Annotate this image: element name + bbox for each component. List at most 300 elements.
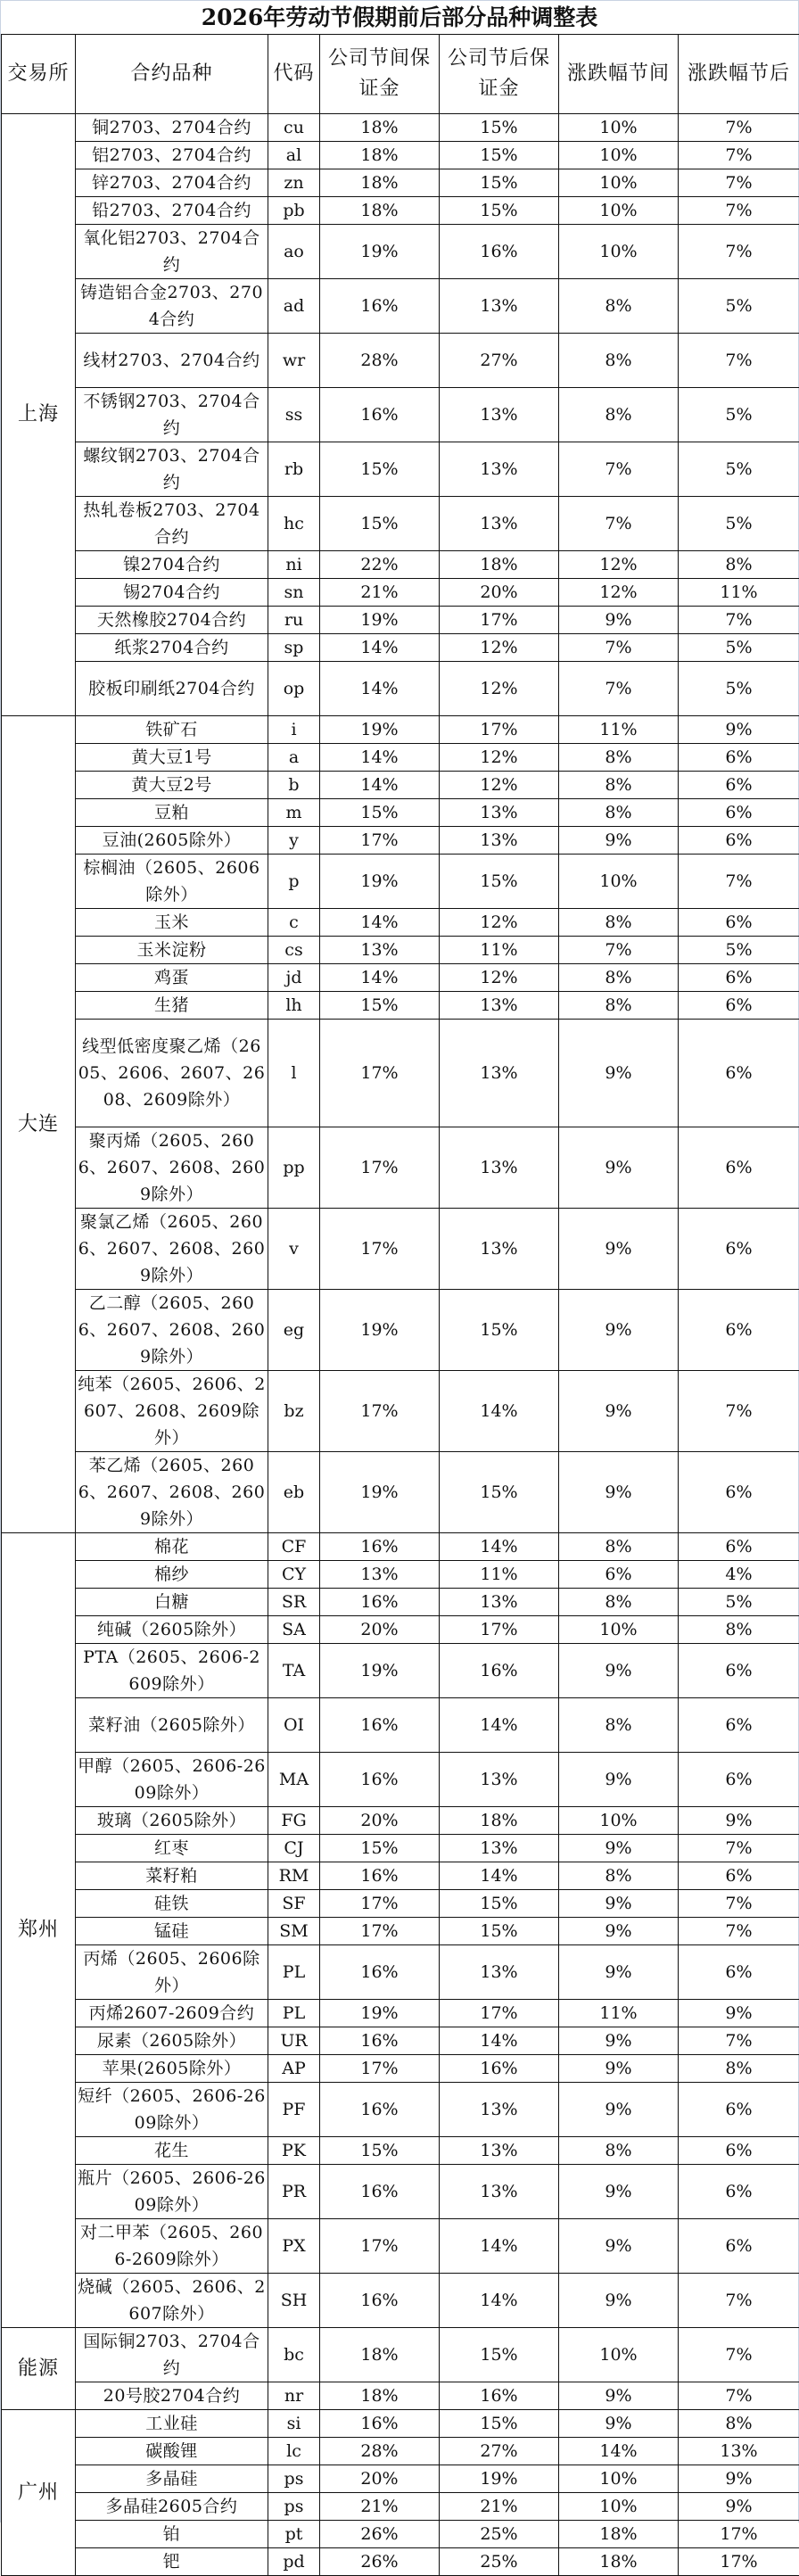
post-margin-cell: 17% (440, 716, 559, 744)
table-row (2, 1753, 799, 1807)
code-cell: UR (268, 2027, 320, 2055)
code-cell: hc (268, 497, 320, 551)
header-holiday-margin: 公司节间保证金 (320, 35, 440, 114)
holiday-limit-cell: 9% (559, 1209, 679, 1290)
table-row (2, 442, 799, 497)
adjustment-table (1, 34, 799, 2576)
post-limit-cell: 7% (679, 2274, 799, 2328)
contract-name-cell: 铸造铝合金2703、2704合约 (76, 279, 268, 334)
post-limit-cell: 5% (679, 937, 799, 964)
holiday-limit-cell: 9% (559, 2027, 679, 2055)
holiday-limit-cell: 10% (559, 2328, 679, 2382)
holiday-margin-cell: 14% (320, 662, 440, 716)
post-limit-cell: 9% (679, 2493, 799, 2521)
post-limit-cell: 6% (679, 2137, 799, 2165)
table-row (2, 1371, 799, 1452)
holiday-limit-cell: 7% (559, 497, 679, 551)
holiday-margin-cell: 16% (320, 1753, 440, 1807)
table-row (2, 579, 799, 607)
code-cell: eb (268, 1452, 320, 1533)
holiday-limit-cell: 8% (559, 2137, 679, 2165)
holiday-limit-cell: 7% (559, 662, 679, 716)
holiday-margin-cell: 15% (320, 799, 440, 827)
table-row (2, 909, 799, 937)
table-body (2, 114, 799, 2576)
contract-name-cell: 多晶硅 (76, 2465, 268, 2493)
post-margin-cell: 18% (440, 1807, 559, 1835)
post-limit-cell: 8% (679, 551, 799, 579)
holiday-limit-cell: 10% (559, 169, 679, 197)
holiday-limit-cell: 7% (559, 634, 679, 662)
holiday-margin-cell: 13% (320, 1561, 440, 1589)
post-margin-cell: 13% (440, 1589, 559, 1616)
post-margin-cell: 13% (440, 1209, 559, 1290)
post-margin-cell: 13% (440, 2165, 559, 2219)
holiday-margin-cell: 19% (320, 1452, 440, 1533)
table-row (2, 964, 799, 992)
holiday-limit-cell: 18% (559, 2521, 679, 2548)
post-margin-cell: 13% (440, 799, 559, 827)
holiday-limit-cell: 7% (559, 442, 679, 497)
page-title: 2026年劳动节假期前后部分品种调整表 (1, 1, 798, 34)
contract-name-cell: 短纤（2605、2606-2609除外） (76, 2083, 268, 2137)
contract-name-cell: 工业硅 (76, 2410, 268, 2438)
code-cell: cu (268, 114, 320, 142)
holiday-margin-cell: 15% (320, 992, 440, 1020)
table-row (2, 2493, 799, 2521)
table-row (2, 2137, 799, 2165)
contract-name-cell: 瓶片（2605、2606-2609除外） (76, 2165, 268, 2219)
table-row (2, 497, 799, 551)
post-limit-cell: 8% (679, 1616, 799, 1644)
code-cell: ao (268, 225, 320, 279)
table-row (2, 2274, 799, 2328)
holiday-margin-cell: 15% (320, 442, 440, 497)
post-margin-cell: 15% (440, 1918, 559, 1945)
code-cell: pt (268, 2521, 320, 2548)
code-cell: lc (268, 2438, 320, 2465)
holiday-limit-cell: 10% (559, 1807, 679, 1835)
header-code: 代码 (268, 35, 320, 114)
holiday-limit-cell: 10% (559, 855, 679, 909)
holiday-limit-cell: 8% (559, 1533, 679, 1561)
code-cell: ps (268, 2493, 320, 2521)
code-cell: PL (268, 2000, 320, 2027)
post-limit-cell: 6% (679, 1452, 799, 1533)
code-cell: c (268, 909, 320, 937)
contract-name-cell: 聚丙烯（2605、2606、2607、2608、2609除外） (76, 1127, 268, 1209)
holiday-margin-cell: 19% (320, 1644, 440, 1698)
code-cell: ni (268, 551, 320, 579)
contract-name-cell: 锡2704合约 (76, 579, 268, 607)
contract-name-cell: 棕榈油（2605、2606除外） (76, 855, 268, 909)
post-limit-cell: 6% (679, 2083, 799, 2137)
holiday-margin-cell: 19% (320, 855, 440, 909)
table-row (2, 607, 799, 634)
holiday-margin-cell: 15% (320, 2137, 440, 2165)
holiday-margin-cell: 18% (320, 169, 440, 197)
holiday-limit-cell: 9% (559, 1371, 679, 1452)
holiday-limit-cell: 11% (559, 716, 679, 744)
holiday-margin-cell: 28% (320, 2438, 440, 2465)
holiday-margin-cell: 17% (320, 1209, 440, 1290)
holiday-margin-cell: 16% (320, 1862, 440, 1890)
code-cell: AP (268, 2055, 320, 2083)
code-cell: cs (268, 937, 320, 964)
holiday-margin-cell: 21% (320, 579, 440, 607)
contract-name-cell: 棉纱 (76, 1561, 268, 1589)
holiday-limit-cell: 9% (559, 2382, 679, 2410)
holiday-limit-cell: 9% (559, 1452, 679, 1533)
holiday-margin-cell: 15% (320, 1835, 440, 1862)
header-post-limit: 涨跌幅节后 (679, 35, 799, 114)
holiday-margin-cell: 16% (320, 1589, 440, 1616)
post-margin-cell: 13% (440, 2137, 559, 2165)
contract-name-cell: 硅铁 (76, 1890, 268, 1918)
post-limit-cell: 7% (679, 197, 799, 225)
code-cell: RM (268, 1862, 320, 1890)
holiday-limit-cell: 9% (559, 1127, 679, 1209)
post-margin-cell: 17% (440, 607, 559, 634)
post-limit-cell: 7% (679, 1890, 799, 1918)
contract-name-cell: 玉米 (76, 909, 268, 937)
code-cell: p (268, 855, 320, 909)
post-limit-cell: 7% (679, 334, 799, 388)
code-cell: eg (268, 1290, 320, 1371)
table-row (2, 1020, 799, 1127)
post-limit-cell: 17% (679, 2521, 799, 2548)
code-cell: a (268, 744, 320, 772)
post-margin-cell: 16% (440, 1644, 559, 1698)
header-exchange: 交易所 (2, 35, 76, 114)
post-margin-cell: 17% (440, 2000, 559, 2027)
post-limit-cell: 7% (679, 1371, 799, 1452)
code-cell: rb (268, 442, 320, 497)
contract-name-cell: 烧碱（2605、2606、2607除外） (76, 2274, 268, 2328)
holiday-margin-cell: 16% (320, 388, 440, 442)
holiday-margin-cell: 19% (320, 607, 440, 634)
code-cell: TA (268, 1644, 320, 1698)
post-margin-cell: 13% (440, 497, 559, 551)
post-limit-cell: 9% (679, 1807, 799, 1835)
contract-name-cell: 纯碱（2605除外） (76, 1616, 268, 1644)
table-row (2, 827, 799, 855)
code-cell: nr (268, 2382, 320, 2410)
holiday-margin-cell: 13% (320, 937, 440, 964)
post-margin-cell: 12% (440, 772, 559, 799)
post-limit-cell: 5% (679, 279, 799, 334)
contract-name-cell: 尿素（2605除外） (76, 2027, 268, 2055)
holiday-limit-cell: 9% (559, 1890, 679, 1918)
contract-name-cell: 对二甲苯（2605、2606-2609除外） (76, 2219, 268, 2274)
holiday-limit-cell: 9% (559, 2410, 679, 2438)
table-row (2, 2465, 799, 2493)
contract-name-cell: 玻璃（2605除外） (76, 1807, 268, 1835)
post-margin-cell: 16% (440, 225, 559, 279)
code-cell: SA (268, 1616, 320, 1644)
code-cell: PR (268, 2165, 320, 2219)
post-margin-cell: 13% (440, 1835, 559, 1862)
header-row (2, 35, 799, 114)
post-limit-cell: 6% (679, 1945, 799, 2000)
table-row (2, 2083, 799, 2137)
post-limit-cell: 6% (679, 827, 799, 855)
post-margin-cell: 14% (440, 1533, 559, 1561)
table-row (2, 2219, 799, 2274)
contract-name-cell: 线材2703、2704合约 (76, 334, 268, 388)
table-row (2, 1561, 799, 1589)
code-cell: PK (268, 2137, 320, 2165)
holiday-limit-cell: 10% (559, 225, 679, 279)
contract-name-cell: 丙烯2607-2609合约 (76, 2000, 268, 2027)
holiday-margin-cell: 20% (320, 1807, 440, 1835)
holiday-limit-cell: 10% (559, 114, 679, 142)
contract-name-cell: 纸浆2704合约 (76, 634, 268, 662)
code-cell: sn (268, 579, 320, 607)
post-margin-cell: 12% (440, 634, 559, 662)
post-margin-cell: 16% (440, 2382, 559, 2410)
contract-name-cell: 锌2703、2704合约 (76, 169, 268, 197)
post-margin-cell: 12% (440, 909, 559, 937)
code-cell: jd (268, 964, 320, 992)
table-row (2, 937, 799, 964)
holiday-limit-cell: 10% (559, 1616, 679, 1644)
post-limit-cell: 7% (679, 1835, 799, 1862)
contract-name-cell: 氧化铝2703、2704合约 (76, 225, 268, 279)
table-row (2, 279, 799, 334)
code-cell: CJ (268, 1835, 320, 1862)
table-row (2, 744, 799, 772)
post-limit-cell: 6% (679, 1290, 799, 1371)
code-cell: m (268, 799, 320, 827)
post-margin-cell: 17% (440, 1616, 559, 1644)
contract-name-cell: 线型低密度聚乙烯（2605、2606、2607、2608、2609除外） (76, 1020, 268, 1127)
table-row (2, 855, 799, 909)
holiday-margin-cell: 16% (320, 279, 440, 334)
holiday-margin-cell: 17% (320, 827, 440, 855)
post-margin-cell: 12% (440, 744, 559, 772)
holiday-margin-cell: 14% (320, 964, 440, 992)
table-row (2, 142, 799, 169)
post-limit-cell: 6% (679, 2165, 799, 2219)
code-cell: sp (268, 634, 320, 662)
holiday-limit-cell: 10% (559, 2493, 679, 2521)
table-row (2, 992, 799, 1020)
holiday-margin-cell: 17% (320, 1371, 440, 1452)
contract-name-cell: 国际铜2703、2704合约 (76, 2328, 268, 2382)
code-cell: bc (268, 2328, 320, 2382)
table-row (2, 334, 799, 388)
holiday-margin-cell: 18% (320, 2328, 440, 2382)
header-holiday-limit: 涨跌幅节间 (559, 35, 679, 114)
table-row (2, 662, 799, 716)
holiday-limit-cell: 8% (559, 279, 679, 334)
post-margin-cell: 20% (440, 579, 559, 607)
post-limit-cell: 6% (679, 1127, 799, 1209)
post-margin-cell: 15% (440, 142, 559, 169)
post-margin-cell: 13% (440, 1127, 559, 1209)
post-limit-cell: 5% (679, 662, 799, 716)
contract-name-cell: 生猪 (76, 992, 268, 1020)
post-limit-cell: 6% (679, 1862, 799, 1890)
holiday-margin-cell: 19% (320, 1290, 440, 1371)
table-row (2, 551, 799, 579)
table-row (2, 1616, 799, 1644)
holiday-margin-cell: 21% (320, 2493, 440, 2521)
post-limit-cell: 6% (679, 964, 799, 992)
holiday-limit-cell: 9% (559, 2083, 679, 2137)
holiday-limit-cell: 8% (559, 799, 679, 827)
table-row (2, 1644, 799, 1698)
holiday-limit-cell: 10% (559, 142, 679, 169)
code-cell: al (268, 142, 320, 169)
post-margin-cell: 11% (440, 1561, 559, 1589)
post-margin-cell: 19% (440, 2465, 559, 2493)
contract-name-cell: 胶板印刷纸2704合约 (76, 662, 268, 716)
table-row (2, 1533, 799, 1561)
table-row (2, 2165, 799, 2219)
contract-name-cell: 菜籽粕 (76, 1862, 268, 1890)
holiday-limit-cell: 9% (559, 1020, 679, 1127)
post-limit-cell: 6% (679, 1209, 799, 1290)
code-cell: MA (268, 1753, 320, 1807)
table-row (2, 225, 799, 279)
post-margin-cell: 12% (440, 662, 559, 716)
contract-name-cell: 螺纹钢2703、2704合约 (76, 442, 268, 497)
table-row (2, 1698, 799, 1753)
post-limit-cell: 7% (679, 225, 799, 279)
holiday-limit-cell: 9% (559, 2165, 679, 2219)
post-limit-cell: 5% (679, 1589, 799, 1616)
contract-name-cell: 不锈钢2703、2704合约 (76, 388, 268, 442)
table-row (2, 1890, 799, 1918)
contract-name-cell: 锰硅 (76, 1918, 268, 1945)
contract-name-cell: 红枣 (76, 1835, 268, 1862)
post-margin-cell: 13% (440, 442, 559, 497)
holiday-limit-cell: 8% (559, 992, 679, 1020)
post-margin-cell: 21% (440, 2493, 559, 2521)
post-margin-cell: 13% (440, 992, 559, 1020)
contract-name-cell: 黄大豆2号 (76, 772, 268, 799)
post-margin-cell: 14% (440, 1371, 559, 1452)
holiday-limit-cell: 12% (559, 579, 679, 607)
holiday-margin-cell: 16% (320, 2274, 440, 2328)
code-cell: PL (268, 1945, 320, 2000)
table-row (2, 1918, 799, 1945)
code-cell: SM (268, 1918, 320, 1945)
contract-name-cell: 铂 (76, 2521, 268, 2548)
table-row (2, 388, 799, 442)
holiday-margin-cell: 17% (320, 1127, 440, 1209)
contract-name-cell: 铅2703、2704合约 (76, 197, 268, 225)
post-limit-cell: 7% (679, 142, 799, 169)
table-row (2, 2027, 799, 2055)
code-cell: CY (268, 1561, 320, 1589)
post-limit-cell: 6% (679, 1644, 799, 1698)
table-row (2, 1209, 799, 1290)
post-limit-cell: 5% (679, 442, 799, 497)
post-margin-cell: 13% (440, 388, 559, 442)
post-limit-cell: 6% (679, 909, 799, 937)
contract-name-cell: 20号胶2704合约 (76, 2382, 268, 2410)
holiday-margin-cell: 16% (320, 2165, 440, 2219)
post-limit-cell: 7% (679, 2382, 799, 2410)
post-margin-cell: 18% (440, 551, 559, 579)
table-row (2, 1862, 799, 1890)
holiday-margin-cell: 16% (320, 1533, 440, 1561)
post-limit-cell: 8% (679, 2410, 799, 2438)
contract-name-cell: 黄大豆1号 (76, 744, 268, 772)
holiday-margin-cell: 14% (320, 634, 440, 662)
post-margin-cell: 15% (440, 855, 559, 909)
holiday-limit-cell: 10% (559, 197, 679, 225)
table-row (2, 2521, 799, 2548)
holiday-limit-cell: 9% (559, 827, 679, 855)
table-row (2, 1589, 799, 1616)
header-post-margin: 公司节后保证金 (440, 35, 559, 114)
post-margin-cell: 15% (440, 197, 559, 225)
code-cell: bz (268, 1371, 320, 1452)
contract-name-cell: 铁矿石 (76, 716, 268, 744)
header-contract: 合约品种 (76, 35, 268, 114)
post-margin-cell: 27% (440, 334, 559, 388)
post-limit-cell: 6% (679, 744, 799, 772)
post-limit-cell: 6% (679, 1020, 799, 1127)
post-limit-cell: 6% (679, 772, 799, 799)
holiday-limit-cell: 14% (559, 2438, 679, 2465)
code-cell: SF (268, 1890, 320, 1918)
code-cell: ad (268, 279, 320, 334)
code-cell: pd (268, 2548, 320, 2576)
post-margin-cell: 11% (440, 937, 559, 964)
holiday-limit-cell: 18% (559, 2548, 679, 2576)
code-cell: lh (268, 992, 320, 1020)
contract-name-cell: 乙二醇（2605、2606、2607、2608、2609除外） (76, 1290, 268, 1371)
contract-name-cell: 铝2703、2704合约 (76, 142, 268, 169)
table-row (2, 2438, 799, 2465)
post-margin-cell: 27% (440, 2438, 559, 2465)
table-row (2, 2000, 799, 2027)
holiday-limit-cell: 8% (559, 334, 679, 388)
post-limit-cell: 7% (679, 855, 799, 909)
holiday-limit-cell: 8% (559, 388, 679, 442)
code-cell: ps (268, 2465, 320, 2493)
post-limit-cell: 7% (679, 114, 799, 142)
post-margin-cell: 13% (440, 1020, 559, 1127)
holiday-limit-cell: 9% (559, 1918, 679, 1945)
post-limit-cell: 6% (679, 799, 799, 827)
holiday-margin-cell: 22% (320, 551, 440, 579)
post-limit-cell: 7% (679, 2027, 799, 2055)
table-row (2, 2382, 799, 2410)
holiday-margin-cell: 19% (320, 716, 440, 744)
post-margin-cell: 14% (440, 2219, 559, 2274)
table-row (2, 1127, 799, 1209)
holiday-margin-cell: 14% (320, 772, 440, 799)
holiday-limit-cell: 8% (559, 744, 679, 772)
code-cell: FG (268, 1807, 320, 1835)
post-margin-cell: 14% (440, 2027, 559, 2055)
post-margin-cell: 13% (440, 1945, 559, 2000)
post-margin-cell: 25% (440, 2548, 559, 2576)
contract-name-cell: 钯 (76, 2548, 268, 2576)
post-limit-cell: 7% (679, 2328, 799, 2382)
table-row (2, 799, 799, 827)
contract-name-cell: 碳酸锂 (76, 2438, 268, 2465)
table-row (2, 169, 799, 197)
holiday-limit-cell: 10% (559, 2465, 679, 2493)
code-cell: SH (268, 2274, 320, 2328)
